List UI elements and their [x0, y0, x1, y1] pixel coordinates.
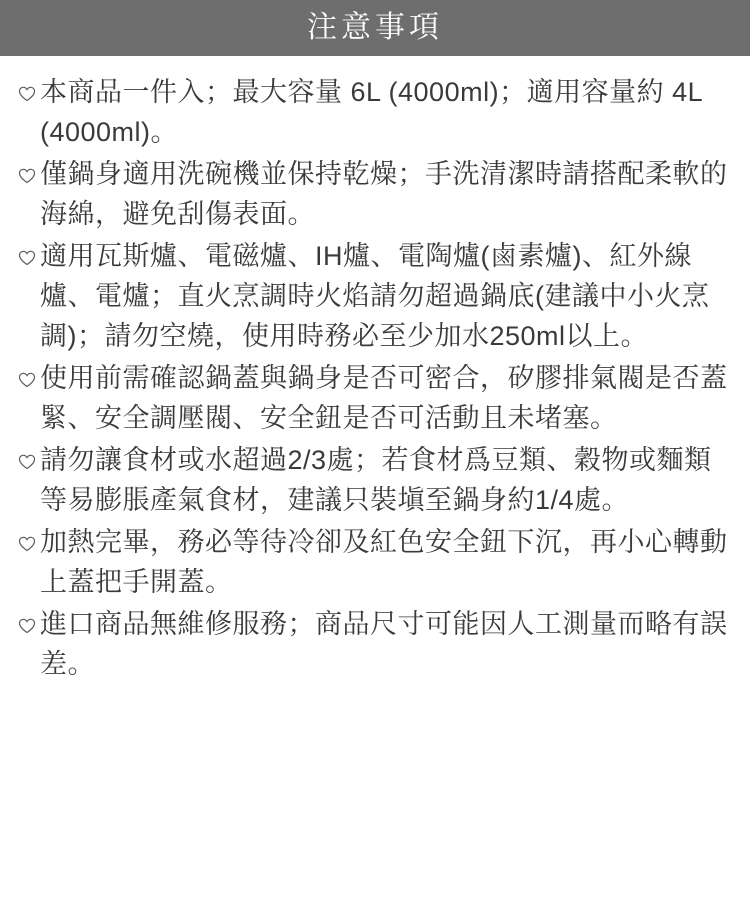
heart-outline-icon	[14, 524, 40, 564]
note-text: 僅鍋身適用洗碗機並保持乾燥；手洗清潔時請搭配柔軟的海綿，避免刮傷表面。	[40, 159, 728, 229]
heart-outline-icon	[14, 606, 40, 646]
list-item	[14, 604, 732, 684]
list-item	[14, 154, 732, 234]
list-item	[14, 72, 732, 152]
list-item	[14, 522, 732, 602]
heart-outline-icon	[14, 442, 40, 482]
heart-outline-icon	[14, 156, 40, 196]
note-text: 請勿讓食材或水超過2/3處；若食材爲豆類、穀物或麵類等易膨脹產氣食材，建議只裝塡至鍋身約1/4處。	[40, 445, 712, 515]
heart-outline-icon	[14, 360, 40, 400]
list-item	[14, 358, 732, 438]
notes-list	[0, 56, 750, 900]
page-header	[0, 0, 750, 56]
note-text: 本商品一件入；最大容量 6L (4000ml)；適用容量約 4L (4000ml)。	[40, 77, 703, 147]
list-item	[14, 440, 732, 520]
heart-outline-icon	[14, 74, 40, 114]
note-text: 使用前需確認鍋蓋與鍋身是否可密合，矽膠排氣閥是否蓋緊、安全調壓閥、安全鈕是否可活動且未堵塞。	[40, 363, 728, 433]
page-title: 注意事項	[307, 11, 443, 44]
note-text: 加熱完畢，務必等待冷卻及紅色安全鈕下沉，再小心轉動上蓋把手開蓋。	[40, 527, 728, 597]
note-text: 適用瓦斯爐、電磁爐、IH爐、電陶爐(鹵素爐)、紅外線爐、電爐；直火烹調時火焰請勿超過鍋底(建議中小火烹調)；請勿空燒，使用時務必至少加水250ml以上。	[40, 241, 710, 351]
list-item	[14, 236, 732, 356]
heart-outline-icon	[14, 238, 40, 278]
note-text: 進口商品無維修服務；商品尺寸可能因人工測量而略有誤差。	[40, 609, 728, 679]
